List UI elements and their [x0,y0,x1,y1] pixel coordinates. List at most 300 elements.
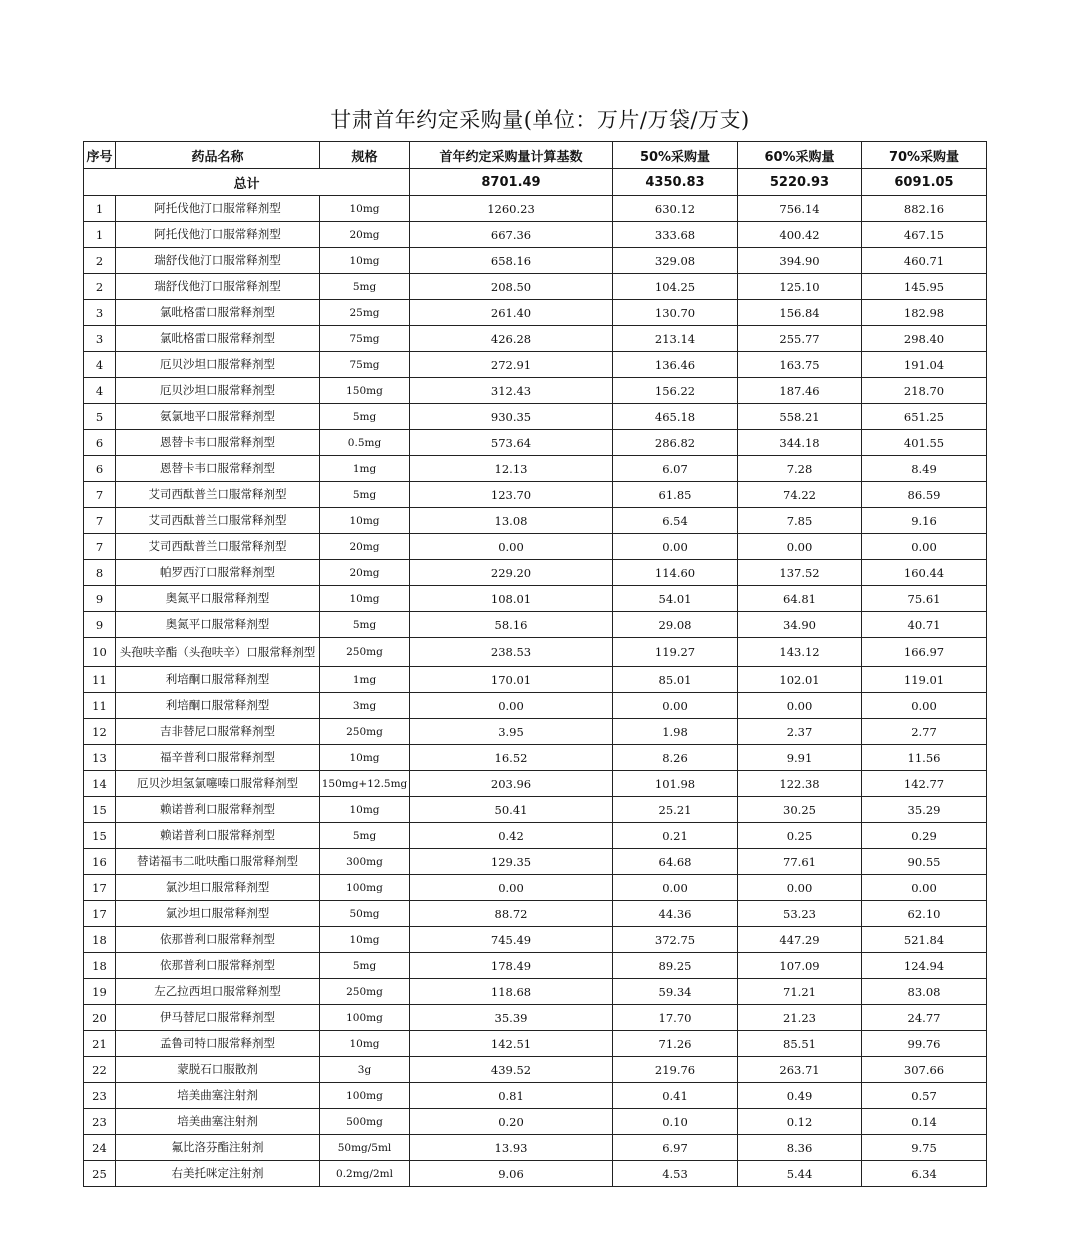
cell-p50: 6.54 [613,508,738,534]
table-row [84,560,987,586]
table-row [84,1057,987,1083]
cell-spec: 3g [320,1057,410,1083]
cell-p70: 0.00 [862,534,987,560]
cell-base: 0.81 [410,1083,613,1109]
cell-drug-name: 蒙脱石口服散剂 [116,1057,320,1083]
table-row [84,719,987,745]
cell-base: 3.95 [410,719,613,745]
cell-drug-name: 氯沙坦口服常释剂型 [116,875,320,901]
cell-p60: 34.90 [738,612,862,638]
cell-spec: 5mg [320,823,410,849]
cell-p50: 6.07 [613,456,738,482]
cell-p60: 400.42 [738,222,862,248]
cell-base: 13.93 [410,1135,613,1161]
cell-no: 12 [84,719,116,745]
cell-p50: 0.41 [613,1083,738,1109]
cell-p50: 1.98 [613,719,738,745]
cell-p60: 0.00 [738,875,862,901]
total-label: 总计 [84,169,410,196]
table-row [84,1083,987,1109]
cell-p70: 145.95 [862,274,987,300]
table-row [84,771,987,797]
cell-spec: 20mg [320,534,410,560]
table-row [84,508,987,534]
cell-drug-name: 艾司西酞普兰口服常释剂型 [116,482,320,508]
cell-p60: 64.81 [738,586,862,612]
cell-base: 667.36 [410,222,613,248]
procurement-table [83,141,987,1187]
cell-p50: 71.26 [613,1031,738,1057]
cell-p50: 114.60 [613,560,738,586]
cell-spec: 1mg [320,456,410,482]
table-row [84,849,987,875]
cell-base: 439.52 [410,1057,613,1083]
cell-base: 0.00 [410,875,613,901]
cell-p60: 263.71 [738,1057,862,1083]
cell-spec: 5mg [320,274,410,300]
cell-no: 4 [84,378,116,404]
cell-drug-name: 厄贝沙坦口服常释剂型 [116,352,320,378]
cell-spec: 5mg [320,482,410,508]
cell-p60: 71.21 [738,979,862,1005]
total-p70: 6091.05 [862,169,987,196]
cell-p60: 9.91 [738,745,862,771]
cell-p50: 372.75 [613,927,738,953]
cell-base: 272.91 [410,352,613,378]
cell-p50: 89.25 [613,953,738,979]
cell-p60: 394.90 [738,248,862,274]
table-row [84,482,987,508]
cell-no: 15 [84,797,116,823]
cell-base: 1260.23 [410,196,613,222]
cell-p60: 558.21 [738,404,862,430]
cell-p60: 156.84 [738,300,862,326]
cell-p50: 130.70 [613,300,738,326]
cell-no: 10 [84,638,116,667]
cell-p70: 6.34 [862,1161,987,1187]
cell-drug-name: 瑞舒伐他汀口服常释剂型 [116,248,320,274]
cell-spec: 10mg [320,1031,410,1057]
cell-p70: 166.97 [862,638,987,667]
table-row [84,638,987,667]
cell-spec: 5mg [320,612,410,638]
cell-drug-name: 奥氮平口服常释剂型 [116,586,320,612]
column-header-p60: 60%采购量 [738,142,862,169]
cell-no: 7 [84,482,116,508]
cell-base: 13.08 [410,508,613,534]
cell-p70: 2.77 [862,719,987,745]
cell-p50: 0.00 [613,534,738,560]
table-row [84,300,987,326]
cell-p50: 136.46 [613,352,738,378]
cell-p60: 102.01 [738,667,862,693]
table-row [84,248,987,274]
cell-drug-name: 氯沙坦口服常释剂型 [116,901,320,927]
cell-p70: 86.59 [862,482,987,508]
cell-no: 1 [84,196,116,222]
table-row [84,797,987,823]
cell-p70: 401.55 [862,430,987,456]
cell-p60: 344.18 [738,430,862,456]
cell-p60: 137.52 [738,560,862,586]
cell-p70: 83.08 [862,979,987,1005]
cell-p70: 651.25 [862,404,987,430]
table-row [84,196,987,222]
cell-p50: 0.00 [613,875,738,901]
cell-base: 208.50 [410,274,613,300]
cell-p70: 521.84 [862,927,987,953]
cell-p60: 7.28 [738,456,862,482]
cell-drug-name: 依那普利口服常释剂型 [116,953,320,979]
cell-no: 6 [84,456,116,482]
cell-drug-name: 氨氯地平口服常释剂型 [116,404,320,430]
cell-p50: 286.82 [613,430,738,456]
table-row [84,901,987,927]
cell-no: 7 [84,508,116,534]
table-row [84,222,987,248]
cell-drug-name: 孟鲁司特口服常释剂型 [116,1031,320,1057]
cell-base: 50.41 [410,797,613,823]
cell-p50: 219.76 [613,1057,738,1083]
cell-no: 16 [84,849,116,875]
cell-p60: 756.14 [738,196,862,222]
cell-drug-name: 瑞舒伐他汀口服常释剂型 [116,274,320,300]
cell-no: 2 [84,274,116,300]
column-header-p50: 50%采购量 [613,142,738,169]
table-row [84,378,987,404]
cell-spec: 0.5mg [320,430,410,456]
cell-p60: 8.36 [738,1135,862,1161]
cell-p70: 0.14 [862,1109,987,1135]
cell-p70: 124.94 [862,953,987,979]
cell-no: 18 [84,953,116,979]
cell-p50: 465.18 [613,404,738,430]
cell-p60: 0.00 [738,693,862,719]
table-row [84,927,987,953]
cell-p70: 467.15 [862,222,987,248]
cell-p70: 0.57 [862,1083,987,1109]
cell-p70: 882.16 [862,196,987,222]
cell-no: 20 [84,1005,116,1031]
cell-p60: 255.77 [738,326,862,352]
cell-p50: 59.34 [613,979,738,1005]
table-header-row [84,142,987,169]
cell-base: 426.28 [410,326,613,352]
cell-spec: 500mg [320,1109,410,1135]
cell-no: 24 [84,1135,116,1161]
cell-base: 9.06 [410,1161,613,1187]
cell-p70: 218.70 [862,378,987,404]
cell-p50: 29.08 [613,612,738,638]
cell-spec: 150mg [320,378,410,404]
cell-p60: 77.61 [738,849,862,875]
cell-p50: 0.00 [613,693,738,719]
cell-base: 203.96 [410,771,613,797]
table-row [84,586,987,612]
table-row [84,979,987,1005]
cell-drug-name: 赖诺普利口服常释剂型 [116,823,320,849]
cell-drug-name: 伊马替尼口服常释剂型 [116,1005,320,1031]
cell-spec: 10mg [320,745,410,771]
cell-no: 3 [84,300,116,326]
cell-p60: 53.23 [738,901,862,927]
cell-spec: 20mg [320,560,410,586]
table-row [84,274,987,300]
cell-base: 142.51 [410,1031,613,1057]
cell-spec: 250mg [320,979,410,1005]
cell-base: 178.49 [410,953,613,979]
cell-base: 108.01 [410,586,613,612]
cell-base: 745.49 [410,927,613,953]
cell-spec: 100mg [320,1005,410,1031]
cell-base: 658.16 [410,248,613,274]
cell-p70: 460.71 [862,248,987,274]
cell-base: 0.20 [410,1109,613,1135]
table-row [84,456,987,482]
cell-spec: 5mg [320,404,410,430]
cell-p60: 30.25 [738,797,862,823]
cell-p50: 4.53 [613,1161,738,1187]
cell-no: 3 [84,326,116,352]
cell-drug-name: 替诺福韦二吡呋酯口服常释剂型 [116,849,320,875]
cell-p60: 0.25 [738,823,862,849]
column-header-p70: 70%采购量 [862,142,987,169]
cell-no: 7 [84,534,116,560]
table-row [84,667,987,693]
cell-p50: 8.26 [613,745,738,771]
cell-no: 23 [84,1083,116,1109]
total-p60: 5220.93 [738,169,862,196]
cell-p50: 119.27 [613,638,738,667]
cell-p60: 21.23 [738,1005,862,1031]
cell-p70: 75.61 [862,586,987,612]
cell-no: 19 [84,979,116,1005]
cell-p50: 54.01 [613,586,738,612]
cell-p50: 64.68 [613,849,738,875]
cell-spec: 10mg [320,196,410,222]
cell-drug-name: 福辛普利口服常释剂型 [116,745,320,771]
cell-spec: 10mg [320,927,410,953]
cell-base: 16.52 [410,745,613,771]
cell-p50: 17.70 [613,1005,738,1031]
cell-p50: 630.12 [613,196,738,222]
cell-spec: 50mg/5ml [320,1135,410,1161]
cell-p60: 143.12 [738,638,862,667]
cell-drug-name: 吉非替尼口服常释剂型 [116,719,320,745]
cell-spec: 250mg [320,638,410,667]
cell-no: 2 [84,248,116,274]
cell-base: 930.35 [410,404,613,430]
cell-p60: 74.22 [738,482,862,508]
cell-spec: 5mg [320,953,410,979]
cell-spec: 0.2mg/2ml [320,1161,410,1187]
table-row [84,1005,987,1031]
cell-no: 23 [84,1109,116,1135]
cell-spec: 150mg+12.5mg [320,771,410,797]
table-row [84,534,987,560]
cell-no: 17 [84,875,116,901]
cell-p50: 104.25 [613,274,738,300]
table-row [84,1031,987,1057]
total-row [84,169,987,196]
cell-spec: 10mg [320,508,410,534]
cell-drug-name: 培美曲塞注射剂 [116,1109,320,1135]
cell-spec: 50mg [320,901,410,927]
cell-spec: 250mg [320,719,410,745]
cell-p60: 447.29 [738,927,862,953]
cell-p70: 298.40 [862,326,987,352]
total-p50: 4350.83 [613,169,738,196]
cell-base: 129.35 [410,849,613,875]
cell-base: 88.72 [410,901,613,927]
cell-no: 4 [84,352,116,378]
cell-spec: 75mg [320,326,410,352]
cell-no: 13 [84,745,116,771]
cell-base: 261.40 [410,300,613,326]
cell-base: 12.13 [410,456,613,482]
cell-base: 35.39 [410,1005,613,1031]
cell-p70: 191.04 [862,352,987,378]
cell-drug-name: 氯吡格雷口服常释剂型 [116,326,320,352]
cell-p60: 7.85 [738,508,862,534]
cell-drug-name: 赖诺普利口服常释剂型 [116,797,320,823]
cell-drug-name: 厄贝沙坦口服常释剂型 [116,378,320,404]
cell-drug-name: 艾司西酞普兰口服常释剂型 [116,508,320,534]
cell-no: 1 [84,222,116,248]
cell-spec: 20mg [320,222,410,248]
cell-no: 11 [84,667,116,693]
cell-base: 170.01 [410,667,613,693]
table-row [84,953,987,979]
cell-base: 58.16 [410,612,613,638]
cell-p70: 40.71 [862,612,987,638]
cell-p70: 0.00 [862,875,987,901]
table-row [84,430,987,456]
cell-base: 573.64 [410,430,613,456]
table-row [84,693,987,719]
cell-spec: 75mg [320,352,410,378]
cell-p70: 8.49 [862,456,987,482]
cell-base: 229.20 [410,560,613,586]
cell-spec: 10mg [320,797,410,823]
cell-p60: 163.75 [738,352,862,378]
table-row [84,823,987,849]
cell-spec: 100mg [320,875,410,901]
cell-p60: 2.37 [738,719,862,745]
cell-no: 21 [84,1031,116,1057]
cell-spec: 10mg [320,586,410,612]
column-header-name: 药品名称 [116,142,320,169]
cell-spec: 10mg [320,248,410,274]
cell-p70: 9.75 [862,1135,987,1161]
cell-spec: 1mg [320,667,410,693]
cell-drug-name: 恩替卡韦口服常释剂型 [116,456,320,482]
cell-p70: 160.44 [862,560,987,586]
cell-drug-name: 艾司西酞普兰口服常释剂型 [116,534,320,560]
cell-p60: 5.44 [738,1161,862,1187]
cell-p50: 0.21 [613,823,738,849]
cell-p60: 107.09 [738,953,862,979]
cell-p60: 85.51 [738,1031,862,1057]
cell-p70: 0.00 [862,693,987,719]
cell-p70: 90.55 [862,849,987,875]
table-row [84,1161,987,1187]
cell-no: 14 [84,771,116,797]
cell-p60: 0.49 [738,1083,862,1109]
cell-spec: 25mg [320,300,410,326]
cell-p70: 9.16 [862,508,987,534]
cell-base: 0.00 [410,534,613,560]
cell-spec: 3mg [320,693,410,719]
cell-no: 25 [84,1161,116,1187]
table-row [84,352,987,378]
column-header-base: 首年约定采购量计算基数 [410,142,613,169]
cell-p50: 61.85 [613,482,738,508]
cell-p50: 25.21 [613,797,738,823]
cell-p70: 11.56 [862,745,987,771]
table-row [84,1109,987,1135]
cell-drug-name: 恩替卡韦口服常释剂型 [116,430,320,456]
table-row [84,1135,987,1161]
cell-spec: 300mg [320,849,410,875]
cell-p50: 0.10 [613,1109,738,1135]
column-header-spec: 规格 [320,142,410,169]
cell-p50: 6.97 [613,1135,738,1161]
cell-base: 118.68 [410,979,613,1005]
cell-base: 312.43 [410,378,613,404]
cell-p50: 44.36 [613,901,738,927]
cell-p70: 99.76 [862,1031,987,1057]
cell-p50: 213.14 [613,326,738,352]
table-row [84,326,987,352]
cell-no: 9 [84,612,116,638]
cell-drug-name: 依那普利口服常释剂型 [116,927,320,953]
table-row [84,875,987,901]
cell-base: 0.00 [410,693,613,719]
cell-p60: 187.46 [738,378,862,404]
cell-base: 238.53 [410,638,613,667]
cell-drug-name: 培美曲塞注射剂 [116,1083,320,1109]
cell-drug-name: 头孢呋辛酯（头孢呋辛）口服常释剂型 [116,638,320,667]
cell-p70: 182.98 [862,300,987,326]
cell-no: 9 [84,586,116,612]
cell-drug-name: 利培酮口服常释剂型 [116,693,320,719]
cell-p50: 156.22 [613,378,738,404]
cell-no: 5 [84,404,116,430]
cell-p50: 329.08 [613,248,738,274]
cell-drug-name: 厄贝沙坦氢氯噻嗪口服常释剂型 [116,771,320,797]
cell-no: 8 [84,560,116,586]
cell-p70: 35.29 [862,797,987,823]
cell-drug-name: 利培酮口服常释剂型 [116,667,320,693]
cell-drug-name: 氯吡格雷口服常释剂型 [116,300,320,326]
cell-p60: 0.00 [738,534,862,560]
cell-base: 123.70 [410,482,613,508]
cell-p50: 101.98 [613,771,738,797]
table-row [84,404,987,430]
cell-drug-name: 阿托伐他汀口服常释剂型 [116,196,320,222]
table-row [84,612,987,638]
cell-p50: 85.01 [613,667,738,693]
cell-p70: 307.66 [862,1057,987,1083]
cell-base: 0.42 [410,823,613,849]
cell-no: 11 [84,693,116,719]
cell-no: 15 [84,823,116,849]
cell-p60: 0.12 [738,1109,862,1135]
cell-no: 6 [84,430,116,456]
cell-drug-name: 右美托咪定注射剂 [116,1161,320,1187]
cell-spec: 100mg [320,1083,410,1109]
